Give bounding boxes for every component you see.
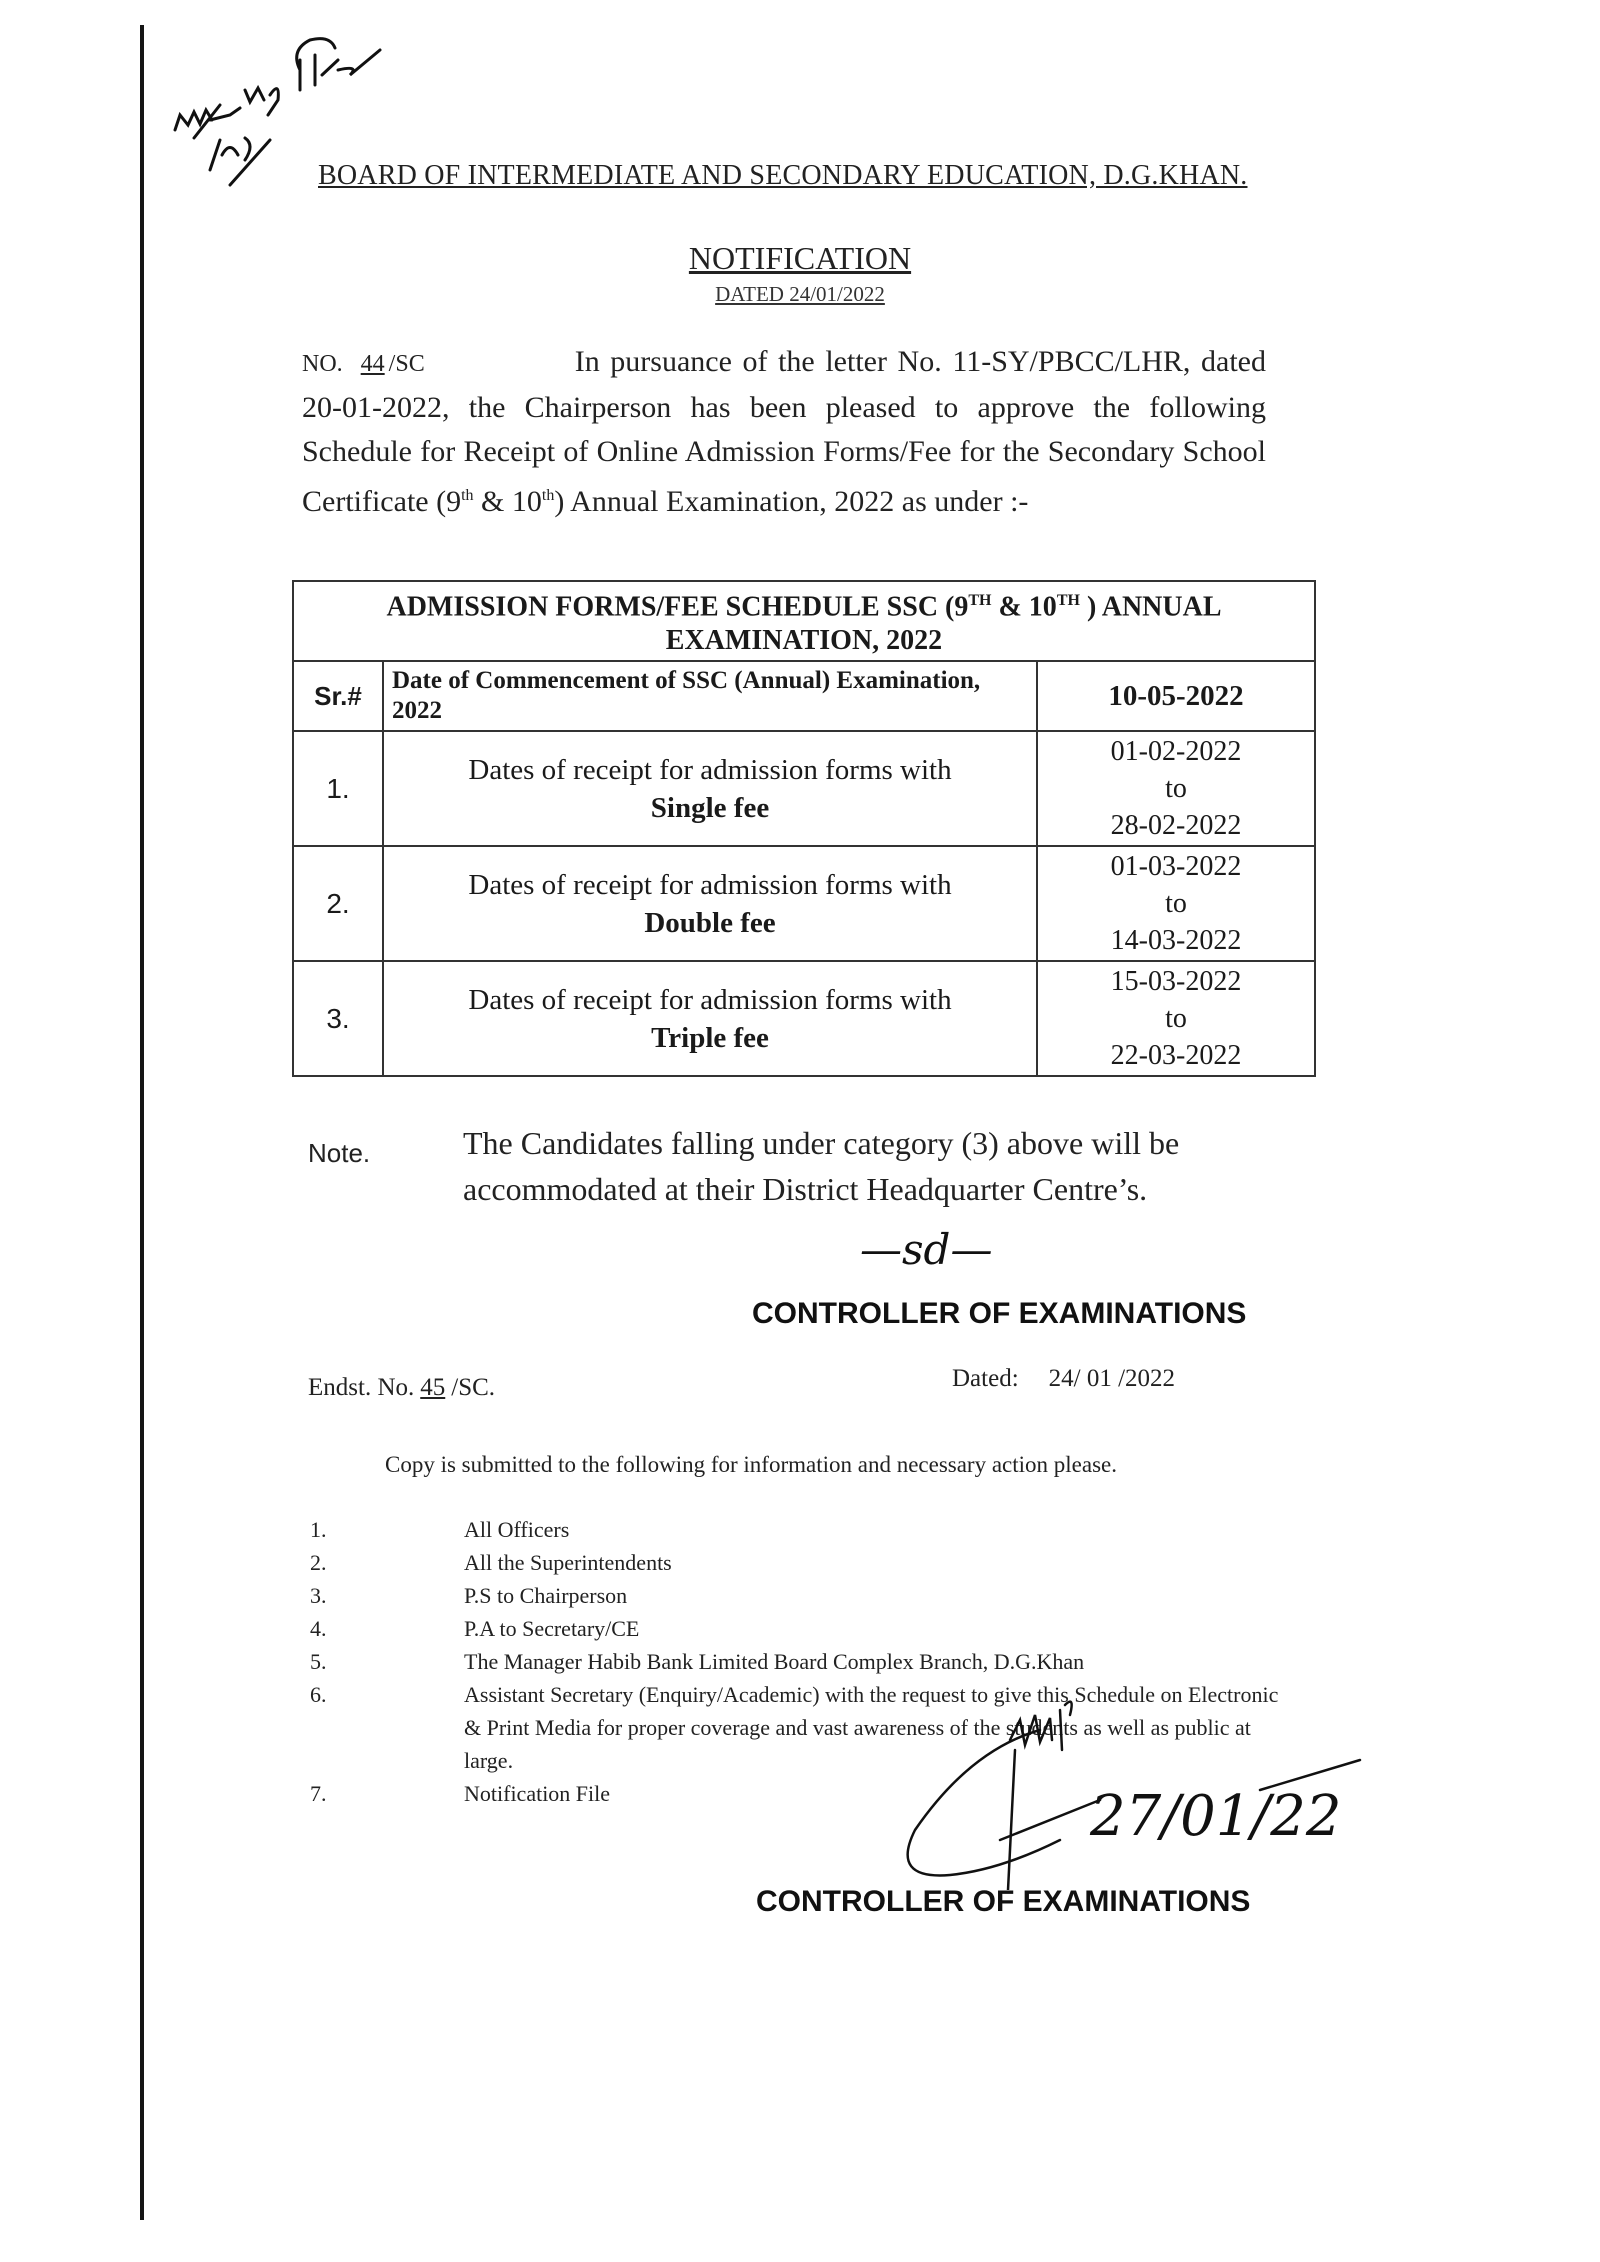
signature-stem — [1008, 1750, 1015, 1890]
date-from: 15-03-2022 — [1110, 966, 1242, 998]
title-text: & 10 — [991, 591, 1057, 623]
number-value: 44 — [360, 351, 385, 377]
list-number: 4. — [310, 1616, 327, 1641]
list-item — [310, 1546, 1294, 1579]
endorsement-suffix: /SC. — [451, 1374, 496, 1401]
endorsement-date — [952, 1365, 1175, 1393]
body-paragraph — [302, 340, 1266, 524]
date-to-label: to — [1165, 773, 1187, 805]
table-title — [293, 581, 1315, 661]
endorsement-number — [308, 1374, 495, 1402]
header-sr: Sr.# — [293, 661, 383, 731]
endorsement-value: 45 — [420, 1374, 446, 1401]
table-row — [293, 961, 1315, 1076]
description-text: Dates of receipt for admission forms with — [468, 868, 952, 901]
header-commencement-date: 10-05-2022 — [1037, 661, 1315, 731]
date-to-label: to — [1165, 1003, 1187, 1035]
notification-number — [302, 351, 425, 377]
list-number: 2. — [310, 1550, 327, 1575]
list-number: 7. — [310, 1781, 327, 1806]
list-number: 3. — [310, 1583, 327, 1608]
list-text: P.S to Chairperson — [464, 1583, 628, 1608]
signature-initials — [1010, 1702, 1072, 1750]
list-text: The Manager Habib Bank Limited Board Complex Branch, D.G.Khan — [464, 1649, 1085, 1674]
row-sr: 3. — [293, 961, 383, 1076]
row-dates — [1037, 846, 1315, 961]
board-name: BOARD OF INTERMEDIATE AND SECONDARY EDUCATION, D.G.KHAN. — [318, 160, 1248, 191]
header-commencement: Date of Commencement of SSC (Annual) Examination, 2022 — [383, 661, 1037, 731]
list-text: Assistant Secretary (Enquiry/Academic) with the request to give this Schedule on Electronic & Print Media for proper coverage and vast awareness of the students as well as public at large. — [464, 1682, 1279, 1773]
title-text: ADMISSION FORMS/FEE SCHEDULE SSC (9 — [386, 591, 969, 623]
list-number: 6. — [310, 1682, 327, 1707]
superscript: TH — [968, 592, 992, 609]
signature-cross — [1000, 1800, 1100, 1840]
fee-type: Single fee — [650, 791, 770, 824]
table-row — [293, 731, 1315, 846]
number-suffix: /SC — [388, 351, 425, 377]
row-sr: 2. — [293, 846, 383, 961]
handwritten-signature — [890, 1690, 1370, 1890]
list-text: All Officers — [464, 1517, 570, 1542]
schedule-table — [292, 580, 1316, 1077]
list-text: Notification File — [464, 1781, 611, 1806]
row-dates — [1037, 961, 1315, 1076]
list-item — [310, 1513, 1294, 1546]
copy-intro: Copy is submitted to the following for information and necessary action please. — [385, 1452, 1118, 1477]
note-text: The Candidates falling under category (3) above will be accommodated at their District Headquarter Centre’s. — [463, 1125, 1180, 1207]
date-from: 01-03-2022 — [1110, 851, 1242, 883]
date-to: 22-03-2022 — [1110, 1040, 1242, 1072]
superscript: TH — [1056, 592, 1080, 609]
fee-type: Double fee — [644, 906, 776, 939]
notification-title: NOTIFICATION — [688, 240, 912, 276]
notification-date: DATED 24/01/2022 — [715, 282, 885, 306]
date-from: 01-02-2022 — [1110, 736, 1242, 768]
endorsement-prefix: Endst. No. — [308, 1374, 415, 1401]
list-item — [310, 1579, 1294, 1612]
body-text: In pursuance of the letter No. 11-SY/PBCC/LHR, dated 20-01-2022, the Chairperson has been pleased to approve the following Schedule for Receipt of Online Admission Forms/Fee for the Secondary School Certificate (9 — [302, 345, 1266, 518]
list-text: All the Superintendents — [464, 1550, 672, 1575]
note-label: Note. — [308, 1138, 371, 1168]
row-description — [383, 846, 1037, 961]
table-row — [293, 846, 1315, 961]
margin-rule — [140, 25, 144, 2220]
description-text: Dates of receipt for admission forms with — [468, 753, 952, 786]
table-title-row — [293, 581, 1315, 661]
body-text: & 10 — [473, 485, 542, 518]
list-item — [310, 1612, 1294, 1645]
body-text: ) Annual Examination, 2022 as under :- — [554, 485, 1029, 518]
list-number: 5. — [310, 1649, 327, 1674]
signature-date: 27/01/22 — [1090, 1784, 1342, 1849]
list-item — [310, 1645, 1294, 1678]
row-dates — [1037, 731, 1315, 846]
superscript: th — [461, 487, 474, 504]
annotation-des — [210, 138, 270, 185]
row-sr: 1. — [293, 731, 383, 846]
superscript: th — [541, 487, 555, 504]
dated-label: Dated: — [952, 1365, 1019, 1392]
row-description — [383, 731, 1037, 846]
description-text: Dates of receipt for admission forms with — [468, 983, 952, 1016]
list-number: 1. — [310, 1517, 327, 1542]
table-header-row — [293, 661, 1315, 731]
number-prefix: NO. — [302, 351, 343, 377]
signature-sd: —sd— — [860, 1225, 993, 1274]
controller-title-bottom: CONTROLLER OF EXAMINATIONS — [756, 1885, 1251, 1918]
signature-loop — [908, 1730, 1060, 1875]
title-text: ) ANNUAL EXAMINATION, 2022 — [665, 591, 1222, 657]
fee-type: Triple fee — [651, 1021, 769, 1054]
controller-title: CONTROLLER OF EXAMINATIONS — [752, 1297, 1247, 1330]
date-to: 14-03-2022 — [1110, 925, 1242, 957]
date-to: 28-02-2022 — [1110, 810, 1242, 842]
date-to-label: to — [1165, 888, 1187, 920]
row-description — [383, 961, 1037, 1076]
annotation-scribble — [175, 50, 380, 138]
list-text: P.A to Secretary/CE — [464, 1616, 640, 1641]
dated-value: 24/ 01 /2022 — [1048, 1365, 1176, 1392]
